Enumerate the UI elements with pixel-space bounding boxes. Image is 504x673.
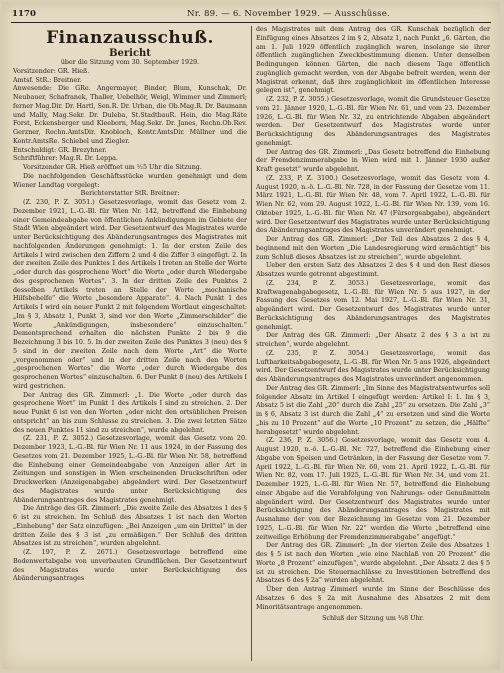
body-paragraph: (Z. 235, P. Z. 3054.) Gesetzesvorlage, womit das Luftbarkeitsabgabegesetz, L.-G.-Bl. für Wien Nr. 5 aus 1926, abgeändert wird. Der Gesetzentwurf des Magistrates wurde unter Berücksichtigung des Abänderungsantrages des Magistrates unverändert angenommen. bbox=[256, 349, 490, 383]
section-title: Finanzausschuß. bbox=[46, 28, 214, 48]
body-paragraph: (Z. 236, P. Z. 3056.) Gesetzesvorlage, womit das Gesetz vom 4. August 1920, n.-ö. L.-G.-Bl. Nr. 727, betreffend die Einhebung einer Abgabe von Speisen und Getränken, in der Fassung der Gesetze vom 7. April 1922, L.-G.-Bl. für Wien Nr. 60, vom 21. April 1922, L.-G.-Bl. für Wien Nr. 82, vom 17. Juli 1925, L.-G.-Bl. für Wien Nr. 34, und vom 21. Dezember 1925, L.-G.-Bl. für Wien Nr. 57, betreffend die Einhebung einer Abgabe auf die Verabfolgung von Nahrungs- oder Genußmitteln abgeändert wird. Der Gesetzentwurf des Magistrates wurde unter Berücksichtigung des Abänderungsantrages des Magistrates mit Ausnahme der von der Bezeichnung im Gesetze vom 21. Dezember 1925, L.-G.-Bl. für Wien Nr. 22“ werden die Worte „betreffend eine zeitweilige Erhöhung der Fremdenzimmerabgabe“ angefügt.“ bbox=[256, 437, 490, 541]
body-paragraph: (Z. 231, P. Z. 3052.) Gesetzesvorlage, womit das Gesetz vom 20. Dezember 1923, L.-G.-Bl. für Wien Nr. 11 aus 1924, in der Fassung des Gesetzes vom 21. Dezember 1925, L.-G.-Bl. für Wien Nr. 58, betreffend die Einhebung einer Gemeindeabgabe von Anzeigen aller Art in Zeitungen und sonstigen in Wien erscheinenden Druckschriften oder Druckwerken (Anzeigenabgabe) abgeändert wird. Der Gesetzentwurf des Magistrates wurde unter Berücksichtigung des Abänderungsantrages des Magistrates genehmigt. bbox=[13, 435, 247, 504]
body-paragraph: Ueber den ersten Satz des Absatzes 2 des § 4 und den Rest dieses Absatzes wurde getrennt abgestimmt. bbox=[256, 262, 490, 278]
body-paragraph: (Z. 230, P. Z. 3051.) Gesetzesvorlage, womit das Gesetz vom 2. Dezember 1921, L.-G.-Bl. für Wien Nr. 142, betreffend die Einhebung einer Gemeindeabgabe von öffentlichen Ankündigungen im Gebiete der Stadt Wien abgeändert wird. Der Gesetzentwurf des Magistrates wurde unter Berücksichtigung des Abänderungsantrages des Magistrates mit nachfolgenden Änderungen genehmigt: 1. In der ersten Zeile des Artikels I wird zwischen den Ziffern 2 und 4 die Ziffer 3 eingefügt. 2. In der zweiten Zeile des Punktes 1 des Artikels I treten an Stelle der Worte „oder durch das gesprochene Wort“ die Worte „oder durch Wiedergabe des gesprochenen Wortes“. 3. In der dritten Zeile des Punktes 2 desselben Artikels treten an Stelle der Worte „mechanische Hilfsbehelfe“ die Worte „besondere Apparate“. 4. Nach Punkt 1 des Artikels I wird ein neuer Punkt 2 mit folgendem Wortlaut eingeschaltet: „Im § 3, Absatz 1, Punkt 3, sind vor den Worte „Zimmerschilder“ die Worte „Ankündigungen, insbesondere“ einzuschalten.“ Dementsprechend erhalten die nächsten Punkte 2 bis 9 die Bezeichnung 3 bis 10. 5. In der zweiten Zeile des Punktes 3 (neu) des § 5 sind in der zweiten Zeile nach dem Worte „Art“ die Worte „vorgenommen oder“ und in der dritten Zeile nach den Worten „gesprochenen Wortes“ die Worte „oder durch Wiedergabe des gesprochenen Wortes“ einzuschalten. 6. Der Punkt 8 (neu) des Artikels I wird gestrichen. bbox=[13, 199, 247, 390]
running-title: Nr. 89. — 6. November 1929. — Ausschüsse. bbox=[187, 9, 390, 19]
body-paragraph: Die Anträge des GR. Zimmerl: „Die zweite Zeile des Absatzes 1 des § 6 ist zu streichen. Im Schluß des Absatzes 1 ist nach den Worten „Einhebung“ der Satz einzufügen: „Bei Anzeigen „um ein Drittel“ in der dritten Zeile des § 3 ist „zu ermäßigen.“ Der Schluß des dritten Absatzes ist zu streichen“, wurden abgelehnt. bbox=[13, 505, 247, 548]
official-line: Amtsf. StR.: Breitner. bbox=[13, 76, 82, 84]
body-paragraph: Der Antrag des GR. Zimmerl: „Der Absatz 2 des § 3 a ist zu streichen“, wurde abgelehnt. bbox=[256, 332, 490, 348]
body-paragraph: (Z. 197, P. Z. 2671.) Gesetzesvorlage betreffend eine Bodenwertabgabe von unverbauten Grundflächen. Der Gesetzentwurf des Magistrates wurde unter Berücksichtigung des Abänderungsantrages bbox=[13, 549, 247, 583]
meeting-date: über die Sitzung vom 30. September 1929. bbox=[60, 59, 200, 66]
body-paragraph: (Z. 232, P. Z. 3055.) Gesetzesvorlage, womit die Grundsteuer Gesetze vom 21. Jänner 1920, L.-G.-Bl. für Wien Nr. 61, und vom 23. Dezember 1926, L.-G.-Bl. für Wien Nr. 32, zu entrichtende Abgaben abgeändert werden. Der Gesetzentwurf des Magistrates wurde unter Berücksichtigung des Abänderungsantrages des Magistrates genehmigt. bbox=[256, 96, 490, 147]
newspaper-page bbox=[2, 2, 500, 669]
left-column bbox=[13, 26, 247, 661]
right-column bbox=[256, 26, 490, 661]
chair-line: Vorsitzender: GR. Hieß. bbox=[13, 67, 90, 75]
body-paragraph: Der Antrag des GR. Zimmerl: „Der Teil des Absatzes 2 des § 4, beginnend mit den Worten „Die Landesregierung wird ermächtigt“ bis zum Schluß dieses Absatzes ist zu streichen“, wurde abgelehnt. bbox=[256, 236, 490, 261]
closing-line: Schluß der Sitzung um ¾8 Uhr. bbox=[322, 615, 424, 623]
secretary-line: Schriftführer: Mag.R. Dr. Leppa. bbox=[13, 155, 118, 163]
opening-line: Vorsitzender GR. Hieß eröffnet um ½5 Uhr die Sitzung. bbox=[23, 164, 202, 171]
page-header bbox=[12, 7, 488, 21]
page-number: 1170 bbox=[12, 9, 36, 19]
body-paragraph: (Z. 234, P. Z. 3053.) Gesetzesvorlage, womit das Kraftwagenabgabegesetz, L.-G.-Bl. für Wien Nr. 5 aus 1927, in der Fassung des Gesetzes vom 12. Mai 1927, L.-G.-Bl. für Wien Nr. 31, abgeändert wird. Der Gesetzentwurf des Magistrates wurde unter Berücksichtigung des Abänderungsantrages des Magistrates genehmigt. bbox=[256, 279, 490, 331]
body-paragraph: (Z. 233, P. Z. 3100.) Gesetzesvorlage, womit das Gesetz vom 4. August 1920, n.-ö. L.-G.-Bl. Nr. 728, in der Fassung der Gesetze vom 11. März 1921, L.-G.-Bl. für Wien Nr. 48, vom 7. April 1922, L.-G.-Bl. für Wien Nr. 62, vom 29. August 1922, L.-G.-Bl. für Wien Nr. 139, vom 16. Oktober 1925, L.-G.-Bl. für Wien Nr. 47 (Fürsorgeabgabe), abgeändert wird. Der Gesetzentwurf des Magistrates wurde unter Berücksichtigung des Abänderungsantrages des Magistrates unverändert genehmigt. bbox=[256, 174, 490, 235]
excused-line: Entschuldigt: GR. Brezyhner. bbox=[13, 146, 107, 154]
body-paragraph: Der Antrag des GR. Zimmerl: „Im Sinne des Magistratsentwurfes soll folgender Absatz im Artikel I eingefügt werden: Artikel I: 1. Im § 3, Absatz 5 ist die Zahl „20“ durch die Zahl „25“ zu ersetzen. Die Zahl „3“ in § 6, Absatz 3 ist durch die Zahl „4“ zu ersetzen und sind die Worte „bis zu 10 Prozent“ auf die Worte „10 Prozent“ zu setzen, die „Hälfte“ herabgesetzt“ wurde abgelehnt. bbox=[256, 384, 490, 436]
body-paragraph: Der Antrag des GR. Zimmerl: „1. Die Worte „oder durch das gesprochene Wort“ im Punkt 1 des Artikels I sind zu streichen. 2. Der neue Punkt 6 ist von den Worten „oder nicht den ortsüblichen Preisen entspricht“ an bis zum Schlusse zu streichen. 3. Die zwei letzten Sätze des neuen Punktes 11 sind zu streichen“, wurde abgelehnt. bbox=[13, 391, 247, 434]
body-paragraph: Der Antrag des GR. Zimmerl: „Das Gesetz betreffend die Einhebung der Fremdenzimmerabgabe in Wien wird mit 1. Jänner 1930 außer Kraft gesetzt“ wurde abgelehnt. bbox=[256, 148, 490, 173]
body-paragraph: Über den Antrag Zimmerl wurde im Sinne der Beschlüsse des Absatzes 6 des § 2a mit Ausnahme des Absatzes 2 mit dem Minoritätsantrage angenommen. bbox=[256, 586, 490, 611]
section-subtitle: Bericht bbox=[109, 48, 151, 59]
header-rule bbox=[11, 22, 491, 23]
body-paragraph: des Magistrates mit dem Antrag des GR. Kunschak bezüglich der Einfügung eines Absatzes 2 im § 2, Absatz 1, nach Punkt „6. Gärten, die am 1. Juli 1929 öffentlich zugänglich waren, insolange sie ihrer öffentlich zugänglichen Zweckbestimmung dienen. Unter denselben Bedingungen können Gärten, die nach diesem Tage öffentlich zugänglich gemacht werden, von der Abgabe befreit werden, wenn der Magistrat erkennt, daß ihre zugänglichkeit im öffentlichen Interesse gelegen ist“, genehmigt. bbox=[256, 26, 490, 95]
attendees-paragraph: Anwesende: Die GRe. Angermayer, Binder, Blum, Kunschak, Dr. Neubauer, Schafranek, Thaller, Uebelhör, Weigl, Wimmer und Zimmerl; ferner Mag.Dir. Dr. Hartl, Sen.R. Dr. Urban, die Ob.Mag.R. Dr. Baumann und Mally, Mag.Sekr. Dr. Duleba, St.StadtbauR. Hein, die Mag.Räte Forst, Eckensberger und Kleeborn, Mag.Sekr. Dr. Janes, Rechn.Ob.Rev. Gerzner, Rechn.AmtsDir. Knobloch, Kontr.AmtsDir. Müllner und die Kontr.AmtsRe. Schiebel und Ziegler. bbox=[13, 85, 247, 145]
procedural-line: Die nachfolgenden Geschäftsstücke wurden genehmigt und dem Wiener Landtag vorgelegt: bbox=[13, 172, 247, 189]
column-divider bbox=[251, 26, 252, 661]
reporter-line: Berichterstatter StR. Breitner: bbox=[80, 190, 180, 198]
body-paragraph: Der Antrag des GR. Zimmerl: „In der vierten Zeile des Absatzes 1 des § 5 ist nach den Worten „wie eine Nachlaß von 20 Prozent“ die Worte „8 Prozent“ einzufügen“, wurde abgelehnt. „Der Absatz 2 des § 5 ist zu streichen. Die Steuernachlässe zu Investitionen betreffend des Absatzes 6 des § 2a“ wurden abgelehnt. bbox=[256, 542, 490, 585]
